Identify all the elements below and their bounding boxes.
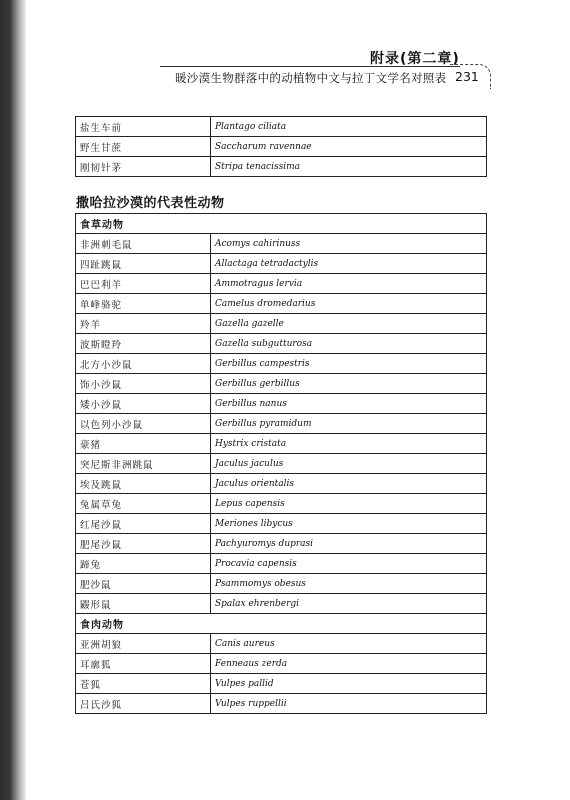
chinese-name-cell: 鼹形鼠 <box>76 594 211 614</box>
chinese-name-cell: 矮小沙鼠 <box>76 394 211 414</box>
chinese-name-cell: 埃及跳鼠 <box>76 474 211 494</box>
chinese-name-cell: 盐生车前 <box>76 117 211 137</box>
animal-table <box>75 213 487 714</box>
table-row <box>76 354 487 374</box>
chinese-name-cell: 兔属草兔 <box>76 494 211 514</box>
table-row <box>76 117 487 137</box>
chinese-name-cell: 饰小沙鼠 <box>76 374 211 394</box>
latin-name-cell: Plantago ciliata <box>211 117 487 137</box>
chinese-name-cell: 肥沙鼠 <box>76 574 211 594</box>
latin-name-cell: Allactaga tetradactylis <box>211 254 487 274</box>
section-title: 撒哈拉沙漠的代表性动物 <box>76 196 225 211</box>
table-row <box>76 634 487 654</box>
chinese-name-cell: 亚洲胡狼 <box>76 634 211 654</box>
latin-name-cell: Spalax ehrenbergi <box>211 594 487 614</box>
latin-name-cell: Gerbillus nanus <box>211 394 487 414</box>
page-number: 231 <box>455 69 479 84</box>
chinese-name-cell: 红尾沙鼠 <box>76 514 211 534</box>
chinese-name-cell: 野生甘蔗 <box>76 137 211 157</box>
table-row <box>76 674 487 694</box>
latin-name-cell: Camelus dromedarius <box>211 294 487 314</box>
table-row <box>76 294 487 314</box>
latin-name-cell: Saccharum ravennae <box>211 137 487 157</box>
latin-name-cell: Gazella gazelle <box>211 314 487 334</box>
table-row <box>76 254 487 274</box>
plant-table <box>75 116 487 177</box>
table-row <box>76 434 487 454</box>
latin-name-cell: Jaculus orientalis <box>211 474 487 494</box>
latin-name-cell: Gerbillus gerbillus <box>211 374 487 394</box>
chinese-name-cell: 羚羊 <box>76 314 211 334</box>
table-row <box>76 694 487 714</box>
latin-name-cell: Ammotragus lervia <box>211 274 487 294</box>
chinese-name-cell: 肥尾沙鼠 <box>76 534 211 554</box>
table-row <box>76 454 487 474</box>
table-row <box>76 157 487 177</box>
table-row <box>76 314 487 334</box>
chinese-name-cell: 以色列小沙鼠 <box>76 414 211 434</box>
book-binding-edge <box>0 0 26 800</box>
running-header-subtitle: 暖沙漠生物群落中的动植物中文与拉丁文学名对照表 <box>175 71 447 85</box>
table-row <box>76 374 487 394</box>
chinese-name-cell: 巴巴利羊 <box>76 274 211 294</box>
chinese-name-cell: 耳廓狐 <box>76 654 211 674</box>
table-row <box>76 234 487 254</box>
chinese-name-cell: 波斯瞪羚 <box>76 334 211 354</box>
chinese-name-cell: 苍狐 <box>76 674 211 694</box>
table-row <box>76 574 487 594</box>
appendix-heading: 附录(第二章) <box>370 51 460 67</box>
table-row <box>76 474 487 494</box>
table-row <box>76 514 487 534</box>
chinese-name-cell: 非洲刺毛鼠 <box>76 234 211 254</box>
group-row-herbivores <box>76 214 487 234</box>
latin-name-cell: Procavia capensis <box>211 554 487 574</box>
latin-name-cell: Psammomys obesus <box>211 574 487 594</box>
latin-name-cell: Gerbillus pyramidum <box>211 414 487 434</box>
latin-name-cell: Acomys cahirinuss <box>211 234 487 254</box>
table-row <box>76 534 487 554</box>
latin-name-cell: Gazella subgutturosa <box>211 334 487 354</box>
chinese-name-cell: 北方小沙鼠 <box>76 354 211 374</box>
latin-name-cell: Pachyuromys duprasi <box>211 534 487 554</box>
chinese-name-cell: 突尼斯非洲跳鼠 <box>76 454 211 474</box>
chinese-name-cell: 单峰骆驼 <box>76 294 211 314</box>
table-row <box>76 334 487 354</box>
table-row <box>76 414 487 434</box>
group-row-carnivores <box>76 614 487 634</box>
latin-name-cell: Hystrix cristata <box>211 434 487 454</box>
latin-name-cell: Vulpes pallid <box>211 674 487 694</box>
latin-name-cell: Gerbillus campestris <box>211 354 487 374</box>
group-label: 食肉动物 <box>76 614 487 634</box>
table-row <box>76 137 487 157</box>
latin-name-cell: Lepus capensis <box>211 494 487 514</box>
header-rule <box>160 66 460 67</box>
table-row <box>76 274 487 294</box>
latin-name-cell: Meriones libycus <box>211 514 487 534</box>
chinese-name-cell: 蹄兔 <box>76 554 211 574</box>
latin-name-cell: Stripa tenacissima <box>211 157 487 177</box>
table-row <box>76 594 487 614</box>
latin-name-cell: Vulpes ruppellii <box>211 694 487 714</box>
chinese-name-cell: 吕氏沙狐 <box>76 694 211 714</box>
table-row <box>76 494 487 514</box>
chinese-name-cell: 四趾跳鼠 <box>76 254 211 274</box>
table-row <box>76 394 487 414</box>
latin-name-cell: Jaculus jaculus <box>211 454 487 474</box>
group-label: 食草动物 <box>76 214 487 234</box>
table-row <box>76 554 487 574</box>
chinese-name-cell: 刚韧针茅 <box>76 157 211 177</box>
latin-name-cell: Fenneaus zerda <box>211 654 487 674</box>
table-row <box>76 654 487 674</box>
chinese-name-cell: 豪猪 <box>76 434 211 454</box>
latin-name-cell: Canis aureus <box>211 634 487 654</box>
